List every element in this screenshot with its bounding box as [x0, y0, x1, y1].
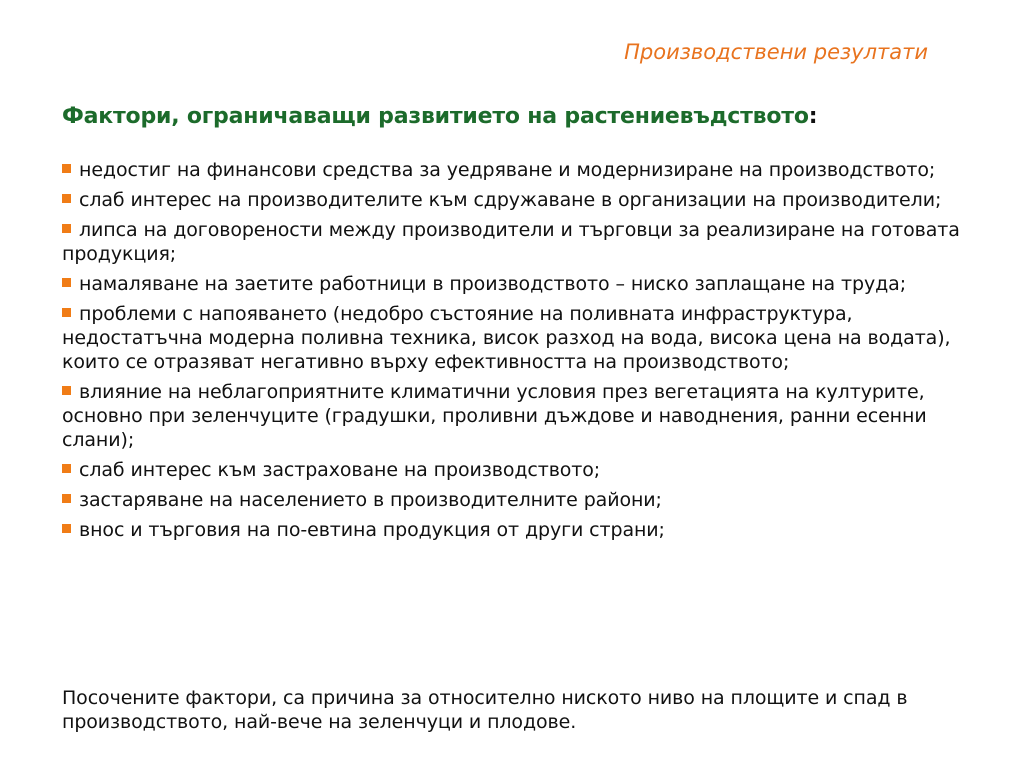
square-bullet-icon — [62, 224, 71, 233]
square-bullet-icon — [62, 164, 71, 173]
list-item-text: внос и търговия на по-евтина продукция от други страни; — [79, 519, 665, 541]
list-item — [62, 302, 962, 374]
list-item — [62, 458, 962, 482]
square-bullet-icon — [62, 386, 71, 395]
list-item — [62, 380, 962, 452]
square-bullet-icon — [62, 308, 71, 317]
list-item — [62, 188, 962, 212]
factors-list — [62, 158, 962, 548]
section-header: Производствени резултати — [624, 40, 928, 64]
list-item-text: слаб интерес към застраховане на производството; — [79, 459, 601, 481]
slide-title-colon: : — [808, 104, 818, 129]
conclusion-paragraph: Посочените фактори, са причина за относително ниското ниво на площите и спад в производството, най-вече на зеленчуци и плодове. — [62, 687, 908, 733]
slide-title — [62, 104, 817, 129]
list-item — [62, 158, 962, 182]
list-item — [62, 272, 962, 296]
square-bullet-icon — [62, 464, 71, 473]
list-item-text: влияние на неблагоприятните климатични условия през вегетацията на културите, основно при зеленчуците (градушки, проливни дъждове и наводнения, ранни есенни слани); — [62, 381, 927, 451]
list-item-text: застаряване на населението в производителните райони; — [79, 489, 662, 511]
list-item-text: проблеми с напояването (недобро състояние на поливната инфраструктура, недостатъчна модерна поливна техника, висок разход на вода, висока цена на водата), които се отразяват негативно върху ефективността на производството; — [62, 303, 951, 373]
square-bullet-icon — [62, 494, 71, 503]
square-bullet-icon — [62, 194, 71, 203]
list-item-text: намаляване на заетите работници в производството – ниско заплащане на труда; — [79, 273, 906, 295]
square-bullet-icon — [62, 278, 71, 287]
square-bullet-icon — [62, 524, 71, 533]
list-item-text: слаб интерес на производителите към сдружаване в организации на производители; — [79, 189, 942, 211]
list-item — [62, 488, 962, 512]
list-item — [62, 518, 962, 542]
slide-title-text: Фактори, ограничаващи развитието на растениевъдството — [62, 104, 809, 129]
list-item-text: недостиг на финансови средства за уедряване и модернизиране на производството; — [79, 159, 936, 181]
list-item-text: липса на договорености между производители и търговци за реализиране на готовата продукция; — [62, 219, 960, 265]
list-item — [62, 218, 962, 266]
